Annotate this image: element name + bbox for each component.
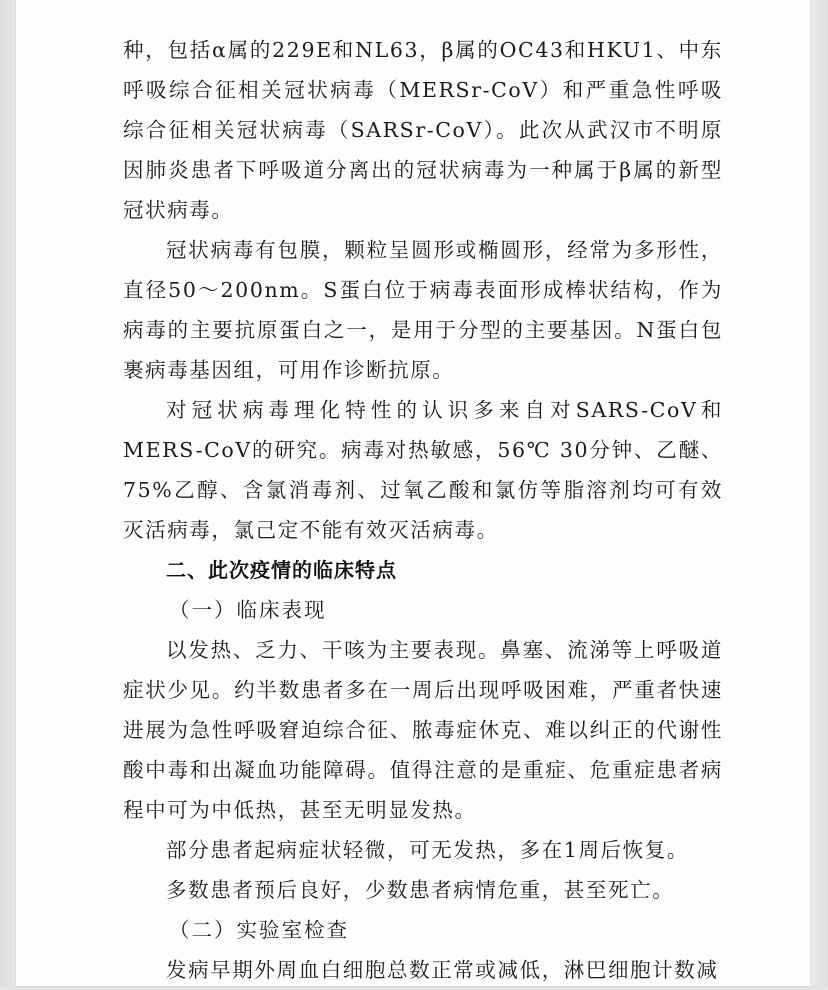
section-heading-clinical: 二、此次疫情的临床特点	[166, 558, 397, 582]
subheading-lab-tests: （二）实验室检查	[169, 918, 349, 942]
subheading-clinical-manifestation: （一）临床表现	[169, 598, 327, 622]
paragraph-virus-structure: 冠状病毒有包膜，颗粒呈圆形或椭圆形，经常为多形性，直径50～200nm。S蛋白位于病毒表面形成棒状结构，作为病毒的主要抗原蛋白之一，是用于分型的主要基因。N蛋白包裹病毒基因组，可用作诊断抗原。	[123, 238, 723, 382]
document-body	[123, 30, 723, 990]
paragraph-physicochemical: 对冠状病毒理化特性的认识多来自对SARS-CoV和MERS-CoV的研究。病毒对热敏感，56℃ 30分钟、乙醚、75%乙醇、含氯消毒剂、过氧乙酸和氯仿等脂溶剂均可有效灭活病毒，氯己定不能有效灭活病毒。	[123, 398, 723, 542]
paragraph-prognosis: 多数患者预后良好，少数患者病情危重，甚至死亡。	[166, 878, 675, 902]
paragraph-mild-cases: 部分患者起病症状轻微，可无发热，多在1周后恢复。	[166, 838, 689, 862]
paragraph-symptoms: 以发热、乏力、干咳为主要表现。鼻塞、流涕等上呼吸道症状少见。约半数患者多在一周后出现呼吸困难，严重者快速进展为急性呼吸窘迫综合征、脓毒症休克、难以纠正的代谢性酸中毒和出凝血功能障碍。值得注意的是重症、危重症患者病程中可为中低热，甚至无明显发热。	[123, 638, 723, 822]
paragraph-blood-count: 发病早期外周血白细胞总数正常或减低，淋巴细胞计数减	[166, 958, 719, 982]
document-page[interactable]	[16, 0, 810, 986]
paragraph-virus-genera: 种，包括α属的229E和NL63，β属的OC43和HKU1、中东呼吸综合征相关冠状病毒（MERSr-CoV）和严重急性呼吸综合征相关冠状病毒（SARSr-CoV）。此次从武汉市不明原因肺炎患者下呼吸道分离出的冠状病毒为一种属于β属的新型冠状病毒。	[123, 38, 723, 222]
